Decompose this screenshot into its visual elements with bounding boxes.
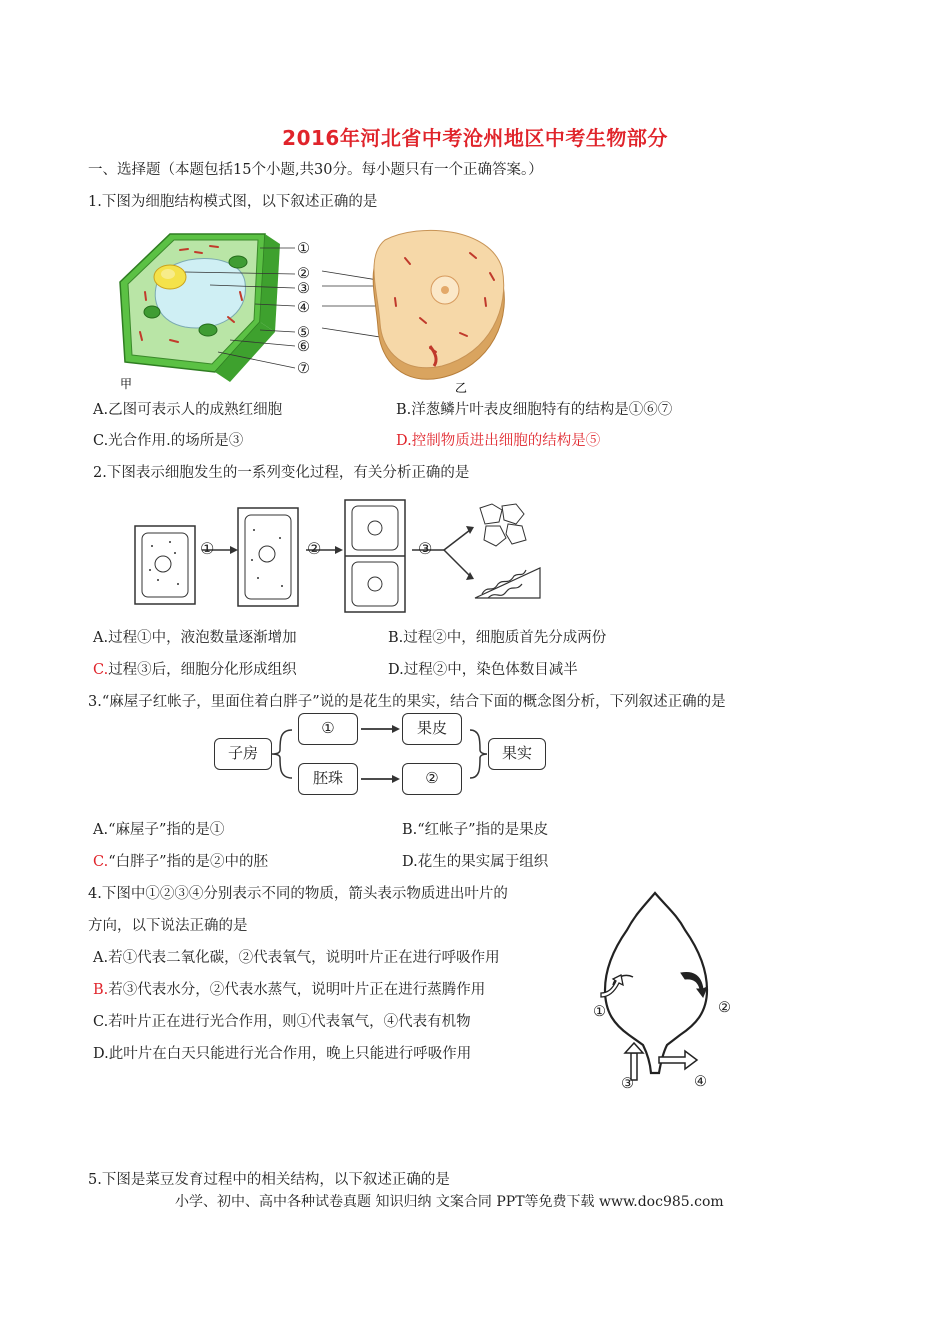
q1-option-b: B.洋葱鳞片叶表皮细胞特有的结构是①⑥⑦ xyxy=(396,402,673,418)
q3-option-c xyxy=(93,852,268,872)
q4-label-3: ③ xyxy=(621,1076,634,1092)
q4-option-c: C.若叶片正在进行光合作用，则①代表氧气，④代表有机物 xyxy=(93,1014,471,1030)
q1-label-4: ④ xyxy=(297,300,310,316)
q3-option-c-letter: C. xyxy=(93,854,109,870)
q3-option-d: D.花生的果实属于组织 xyxy=(402,854,549,870)
concept-fruit: 果实 xyxy=(488,738,546,770)
q2-step-1: ① xyxy=(200,539,215,558)
q1-label-3: ③ xyxy=(297,281,310,297)
q3-stem: 3.“麻屋子红帐子，里面住着白胖子”说的是花生的果实，结合下面的概念图分析，下列叙述正确的是 xyxy=(88,694,726,710)
caption-yi: 乙 xyxy=(455,381,468,395)
q1-option-a: A.乙图可表示人的成熟红细胞 xyxy=(93,402,283,418)
q1-label-6: ⑥ xyxy=(297,339,310,355)
q4-option-d: D.此叶片在白天只能进行光合作用，晚上只能进行呼吸作用 xyxy=(93,1046,472,1062)
q4-stem-line2: 方向，以下说法正确的是 xyxy=(88,918,248,934)
q2-step-2: ② xyxy=(307,539,322,558)
q5-stem: 5.下图是菜豆发育过程中的相关结构，以下叙述正确的是 xyxy=(88,1172,450,1188)
caption-jia: 甲 xyxy=(120,377,133,391)
concept-blank-1: ① xyxy=(298,713,358,745)
q2-option-d: D.过程②中，染色体数目减半 xyxy=(388,662,578,678)
q1-option-c: C.光合作用.的场所是③ xyxy=(93,433,244,449)
q4-stem-line1: 4.下图中①②③④分别表示不同的物质，箭头表示物质进出叶片的 xyxy=(88,886,508,902)
q3-option-b: B.“红帐子”指的是果皮 xyxy=(402,822,549,838)
q1-option-d: D.控制物质进出细胞的结构是⑤ xyxy=(396,433,601,449)
q4-option-a: A.若①代表二氧化碳，②代表氧气，说明叶片正在进行呼吸作用 xyxy=(93,950,500,966)
concept-ovule: 胚珠 xyxy=(298,763,358,795)
q4-label-1: ① xyxy=(593,1004,606,1020)
leaf-figure xyxy=(585,885,730,1090)
q4-option-b-text: 若③代表水分，②代表水蒸气，说明叶片正在进行蒸腾作用 xyxy=(108,982,486,998)
q4-option-b-letter: B. xyxy=(93,982,109,998)
q2-option-a: A.过程①中，液泡数量逐渐增加 xyxy=(93,630,297,646)
q1-label-7: ⑦ xyxy=(297,361,310,377)
concept-pericarp: 果皮 xyxy=(402,713,462,745)
q4-option-b xyxy=(93,980,485,1000)
page-title: 2016年河北省中考沧州地区中考生物部分 xyxy=(282,126,668,150)
q4-label-4: ④ xyxy=(694,1074,707,1090)
concept-ovary: 子房 xyxy=(214,738,272,770)
q4-label-2: ② xyxy=(718,1000,731,1016)
q1-label-5: ⑤ xyxy=(297,325,310,341)
page-footer: 小学、初中、高中各种试卷真题 知识归纳 文案合同 PPT等免费下载 www.doc985.com xyxy=(175,1194,724,1210)
q2-option-b: B.过程②中，细胞质首先分成两份 xyxy=(388,630,607,646)
q2-step-3: ③ xyxy=(418,539,433,558)
q2-option-c-text: 过程③后，细胞分化形成组织 xyxy=(108,662,297,678)
concept-blank-2: ② xyxy=(402,763,462,795)
section-heading: 一、选择题（本题包括15个小题,共30分。每小题只有一个正确答案。） xyxy=(88,162,543,178)
q2-option-c-letter: C. xyxy=(93,662,109,678)
q1-label-1: ① xyxy=(297,241,310,257)
q1-label-2: ② xyxy=(297,266,310,282)
q2-stem: 2.下图表示细胞发生的一系列变化过程，有关分析正确的是 xyxy=(93,465,470,481)
q1-stem: 1.下图为细胞结构模式图，以下叙述正确的是 xyxy=(88,194,378,210)
q3-option-a: A.“麻屋子”指的是① xyxy=(93,822,225,838)
q3-option-c-text: “白胖子”指的是②中的胚 xyxy=(108,854,269,870)
